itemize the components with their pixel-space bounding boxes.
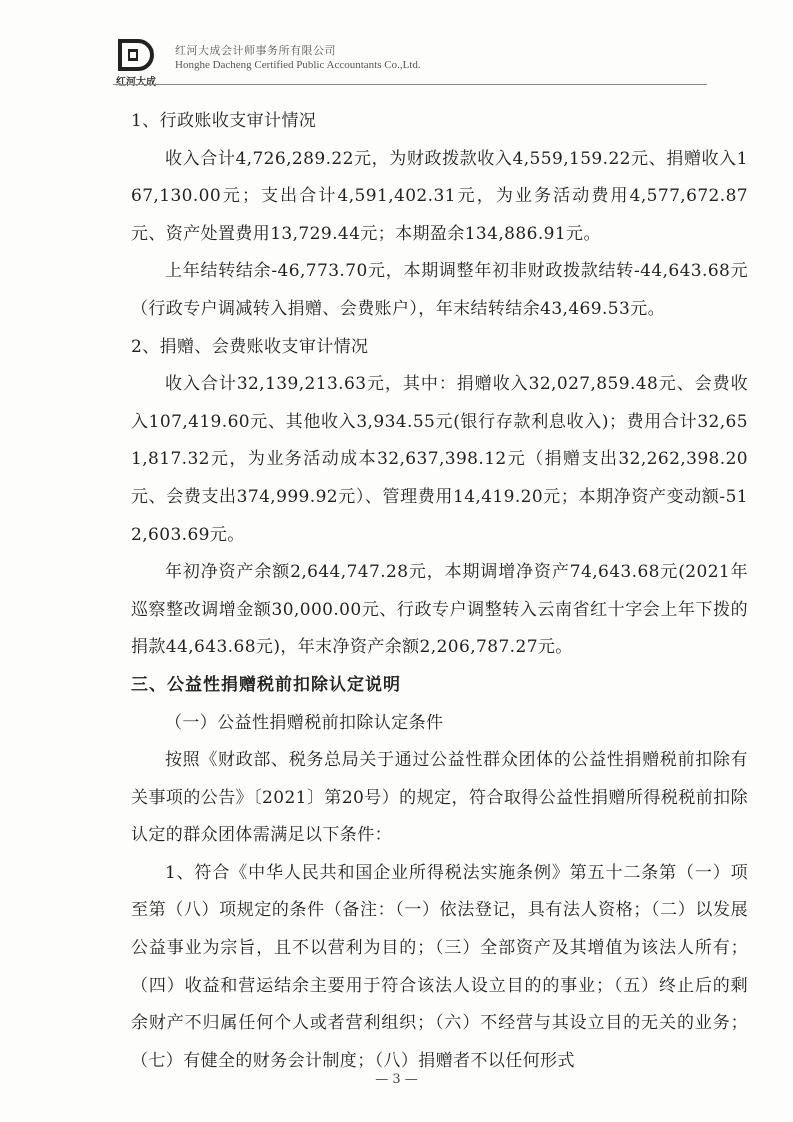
- document-body: [131, 103, 748, 1080]
- letterhead: [113, 38, 421, 88]
- firm-name-english: Honghe Dacheng Certified Public Accountants Co.,Ltd.: [175, 59, 421, 71]
- logo-text: 红河大成: [116, 77, 156, 88]
- paragraph-administrative-balance: 上年结转结余-46,773.70元，本期调整年初非财政拨款结转-44,643.68元（行政专户调减转入捐赠、会费账户），年末结转结余43,469.53元。: [131, 261, 748, 319]
- paragraph-condition-1: 1、符合《中华人民共和国企业所得税法实施条例》第五十二条第（一）项至第（八）项规定的条件（备注：（一）依法登记，具有法人资格；（二）以发展公益事业为宗旨，且不以营利为目的；（三）全部资产及其增值为该法人所有；（四）收益和营运结余主要用于符合该法人设立目的的事业；（五）终止后的剩余财产不归属任何个人或者营利组织；（六）不经营与其设立目的无关的业务；（七）有健全的财务会计制度；（八）捐赠者不以任何形式: [131, 862, 748, 1071]
- section-heading-donation-audit: 2、捐赠、会费账收支审计情况: [131, 336, 369, 357]
- section-heading-tax-deduction: 三、公益性捐赠税前扣除认定说明: [131, 674, 401, 695]
- paragraph-donation-income: 收入合计32,139,213.63元，其中：捐赠收入32,027,859.48元、会费收入107,419.60元、其他收入3,934.55元(银行存款利息收入)；费用合计32,651,817.32元，为业务活动成本32,637,398.12元（捐赠支出32,262,398.20元、会费支出374,999.92元）、管理费用14,419.20元；本期净资产变动额-512,603.69元。: [131, 374, 748, 545]
- section-heading-administrative-audit: 1、行政账收支审计情况: [131, 111, 317, 131]
- logo-mark-icon: [116, 38, 156, 72]
- paragraph-administrative-income: 收入合计4,726,289.22元，为财政拨款收入4,559,159.22元、捐赠收入167,130.00元；支出合计4,591,402.31元，为业务活动费用4,577,672.87元、资产处置费用13,729.44元；本期盈余134,886.91元。: [131, 148, 748, 244]
- subsection-heading-conditions: （一）公益性捐赠税前扣除认定条件: [165, 712, 444, 733]
- firm-name-chinese: 红河大成会计师事务所有限公司: [175, 44, 336, 57]
- paragraph-net-assets: 年初净资产余额2,644,747.28元，本期调增净资产74,643.68元(2021年巡察整改调增金额30,000.00元、行政专户调整转入云南省红十字会上年下拨的捐款44,643.68元)，年末净资产余额2,206,787.27元。: [131, 562, 748, 658]
- firm-name-block: [175, 42, 421, 71]
- header-divider: [113, 84, 707, 85]
- firm-logo: [113, 38, 159, 88]
- page-number: — 3 —: [375, 1072, 418, 1087]
- paragraph-regulation-reference: 按照《财政部、税务总局关于通过公益性群众团体的公益性捐赠税前扣除有关事项的公告》〔2021〕第20号）的规定，符合取得公益性捐赠所得税税前扣除认定的群众团体需满足以下条件：: [131, 750, 748, 846]
